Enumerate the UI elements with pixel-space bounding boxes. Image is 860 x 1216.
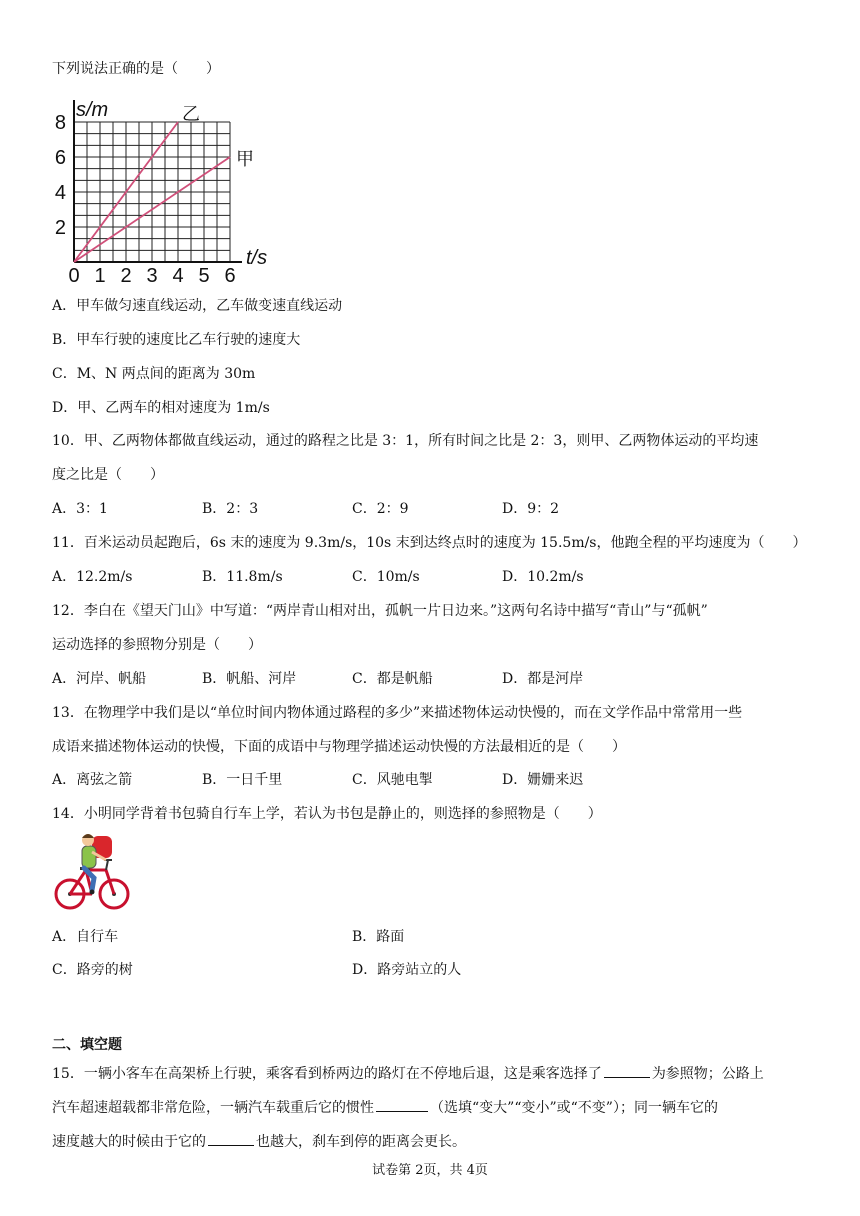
q15-line1-text-a: 15．一辆小客车在高架桥上行驶，乘客看到桥两边的路灯在不停地后退，这是乘客选择了 [52, 1066, 602, 1082]
q15-line1 [52, 1063, 764, 1084]
x-tick-label: 2 [120, 265, 132, 286]
q13-option-a: A．离弦之箭 [52, 772, 133, 788]
q14-option-d: D．路旁站立的人 [352, 962, 462, 978]
x-axis-label: t/s [246, 247, 268, 269]
q15-line3-text-a: 速度越大的时候由于它的 [52, 1134, 206, 1150]
q9-stem: 下列说法正确的是（ ） [52, 61, 220, 77]
q9-option-c: C．M、N 两点间的距离为 30m [52, 366, 256, 382]
q13-option-c: C．风驰电掣 [352, 772, 433, 788]
x-tick-label: 5 [198, 265, 210, 286]
q15-line2-text-b: （选填“变大”“变小”或“不变”）；同一辆车它的 [430, 1100, 718, 1116]
q10-option-b: B．2：3 [202, 501, 259, 517]
q9-option-a: A．甲车做匀速直线运动，乙车做变速直线运动 [52, 298, 343, 314]
q11-stem: 11．百米运动员起跑后，6s 末的速度为 9.3m/s，10s 末到达终点时的速度为 15.5m/s，他跑全程的平均速度为（ ） [52, 535, 807, 551]
q12-stem-line2: 运动选择的参照物分别是（ ） [52, 637, 262, 653]
q14-stem: 14．小明同学背着书包骑自行车上学，若认为书包是静止的，则选择的参照物是（ ） [52, 806, 602, 822]
q10-option-d: D．9：2 [502, 501, 560, 517]
q11-option-d: D．10.2m/s [502, 569, 584, 585]
x-tick-label: 1 [94, 265, 106, 286]
q13-option-b: B．一日千里 [202, 772, 283, 788]
q12-stem-line1: 12．李白在《望天门山》中写道：“两岸青山相对出，孤帆一片日边来。”这两句名诗中描写“青山”与“孤帆” [52, 603, 708, 619]
q9-option-d: D．甲、乙两车的相对速度为 1m/s [52, 400, 270, 416]
x-tick-label: 6 [224, 265, 236, 286]
q12-option-b: B．帆船、河岸 [202, 671, 297, 687]
q13-option-d: D．姗姗来迟 [502, 772, 584, 788]
q15-blank-1[interactable] [604, 1063, 650, 1078]
q15-blank-2[interactable] [376, 1097, 428, 1112]
q10-option-c: C．2：9 [352, 501, 409, 517]
y-tick-label: 2 [54, 217, 66, 239]
q11-option-b: B．11.8m/s [202, 569, 283, 585]
y-tick-label: 6 [54, 147, 66, 169]
y-tick-label: 4 [54, 182, 66, 204]
q15-line2-text-a: 汽车超速超载都非常危险，一辆汽车载重后它的惯性 [52, 1100, 374, 1116]
q14-option-a: A．自行车 [52, 929, 119, 945]
q14-option-b: B．路面 [352, 929, 405, 945]
q10-stem-line1: 10．甲、乙两物体都做直线运动，通过的路程之比是 3：1，所有时间之比是 2：3，则甲、乙两物体运动的平均速 [52, 433, 759, 449]
q15-blank-3[interactable] [208, 1131, 254, 1146]
series-label-1: 甲 [236, 149, 254, 169]
x-tick-label: 4 [172, 265, 184, 286]
rider-torso [82, 846, 96, 868]
q15-line2 [52, 1097, 718, 1118]
cyclist-illustration [52, 830, 132, 914]
q9-option-b: B．甲车行驶的速度比乙车行驶的速度大 [52, 332, 301, 348]
q12-option-a: A．河岸、帆船 [52, 671, 147, 687]
q10-option-a: A．3：1 [52, 501, 108, 517]
q10-stem-line2: 度之比是（ ） [52, 467, 164, 483]
q13-stem-line2: 成语来描述物体运动的快慢，下面的成语中与物理学描述运动快慢的方法最相近的是（ ） [52, 739, 626, 755]
page-footer: 试卷第 2页，共 4页 [372, 1163, 488, 1178]
q15-line1-text-b: 为参照物；公路上 [651, 1066, 764, 1082]
q15-line3 [52, 1131, 466, 1152]
y-axis-label: s/m [76, 99, 109, 121]
q13-stem-line1: 13．在物理学中我们是以“单位时间内物体通过路程的多少”来描述物体运动快慢的，而在文学作品中常常用一些 [52, 705, 743, 721]
y-tick-label: 8 [54, 112, 66, 134]
q11-option-c: C．10m/s [352, 569, 420, 585]
q12-option-c: C．都是帆船 [352, 671, 433, 687]
section-title: 二、填空题 [52, 1037, 122, 1053]
q14-option-c: C．路旁的树 [52, 962, 133, 978]
x-tick-label: 3 [146, 265, 158, 286]
series-label-0: 乙 [182, 104, 200, 124]
q12-option-d: D．都是河岸 [502, 671, 584, 687]
q11-option-a: A．12.2m/s [52, 569, 133, 585]
q15-line3-text-b: 也越大，刹车到停的距离会更长。 [256, 1134, 466, 1150]
s-t-graph [50, 86, 280, 286]
x-tick-label: 0 [68, 265, 80, 286]
